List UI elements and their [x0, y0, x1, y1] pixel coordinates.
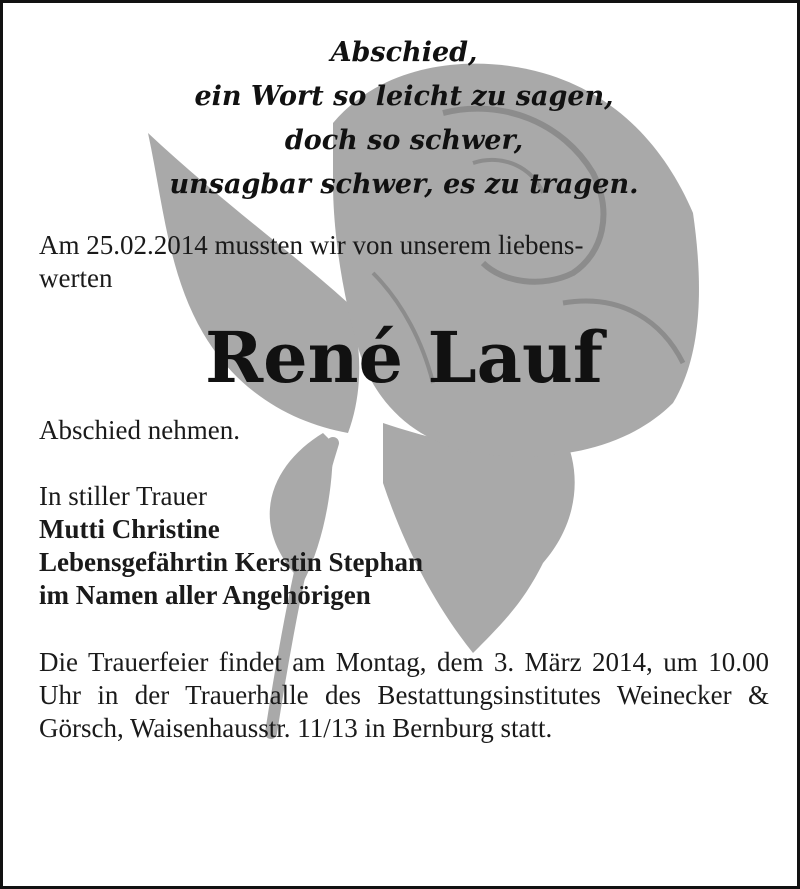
intro-text	[39, 229, 769, 295]
mourner-name: im Namen aller Angehörigen	[39, 580, 371, 610]
intro-line: werten	[39, 263, 113, 293]
notice-content	[39, 31, 769, 745]
mourner-name: Lebensgefährtin Kerstin Stephan	[39, 547, 424, 577]
mourners-heading: In stiller Trauer	[39, 481, 207, 511]
poem-line: ein Wort so leicht zu sagen,	[194, 81, 614, 112]
intro-line: Am 25.02.2014 mussten wir von unserem liebens-	[39, 230, 584, 260]
farewell-text: Abschied nehmen.	[39, 415, 240, 445]
poem-line: doch so schwer,	[284, 125, 524, 156]
poem	[39, 31, 769, 207]
deceased-name: René Lauf	[204, 316, 604, 399]
mourners-block	[39, 480, 769, 612]
ceremony-details: Die Trauerfeier findet am Montag, dem 3. März 2014, um 10.00 Uhr in der Trauerhalle des Bestattungsinstitutes Weinecker & Görsch, Waisenhausstr. 11/13 in Bernburg statt.	[39, 647, 769, 743]
poem-line: Abschied,	[330, 37, 478, 68]
mourner-name: Mutti Christine	[39, 514, 220, 544]
poem-line: unsagbar schwer, es zu tragen.	[169, 169, 639, 200]
